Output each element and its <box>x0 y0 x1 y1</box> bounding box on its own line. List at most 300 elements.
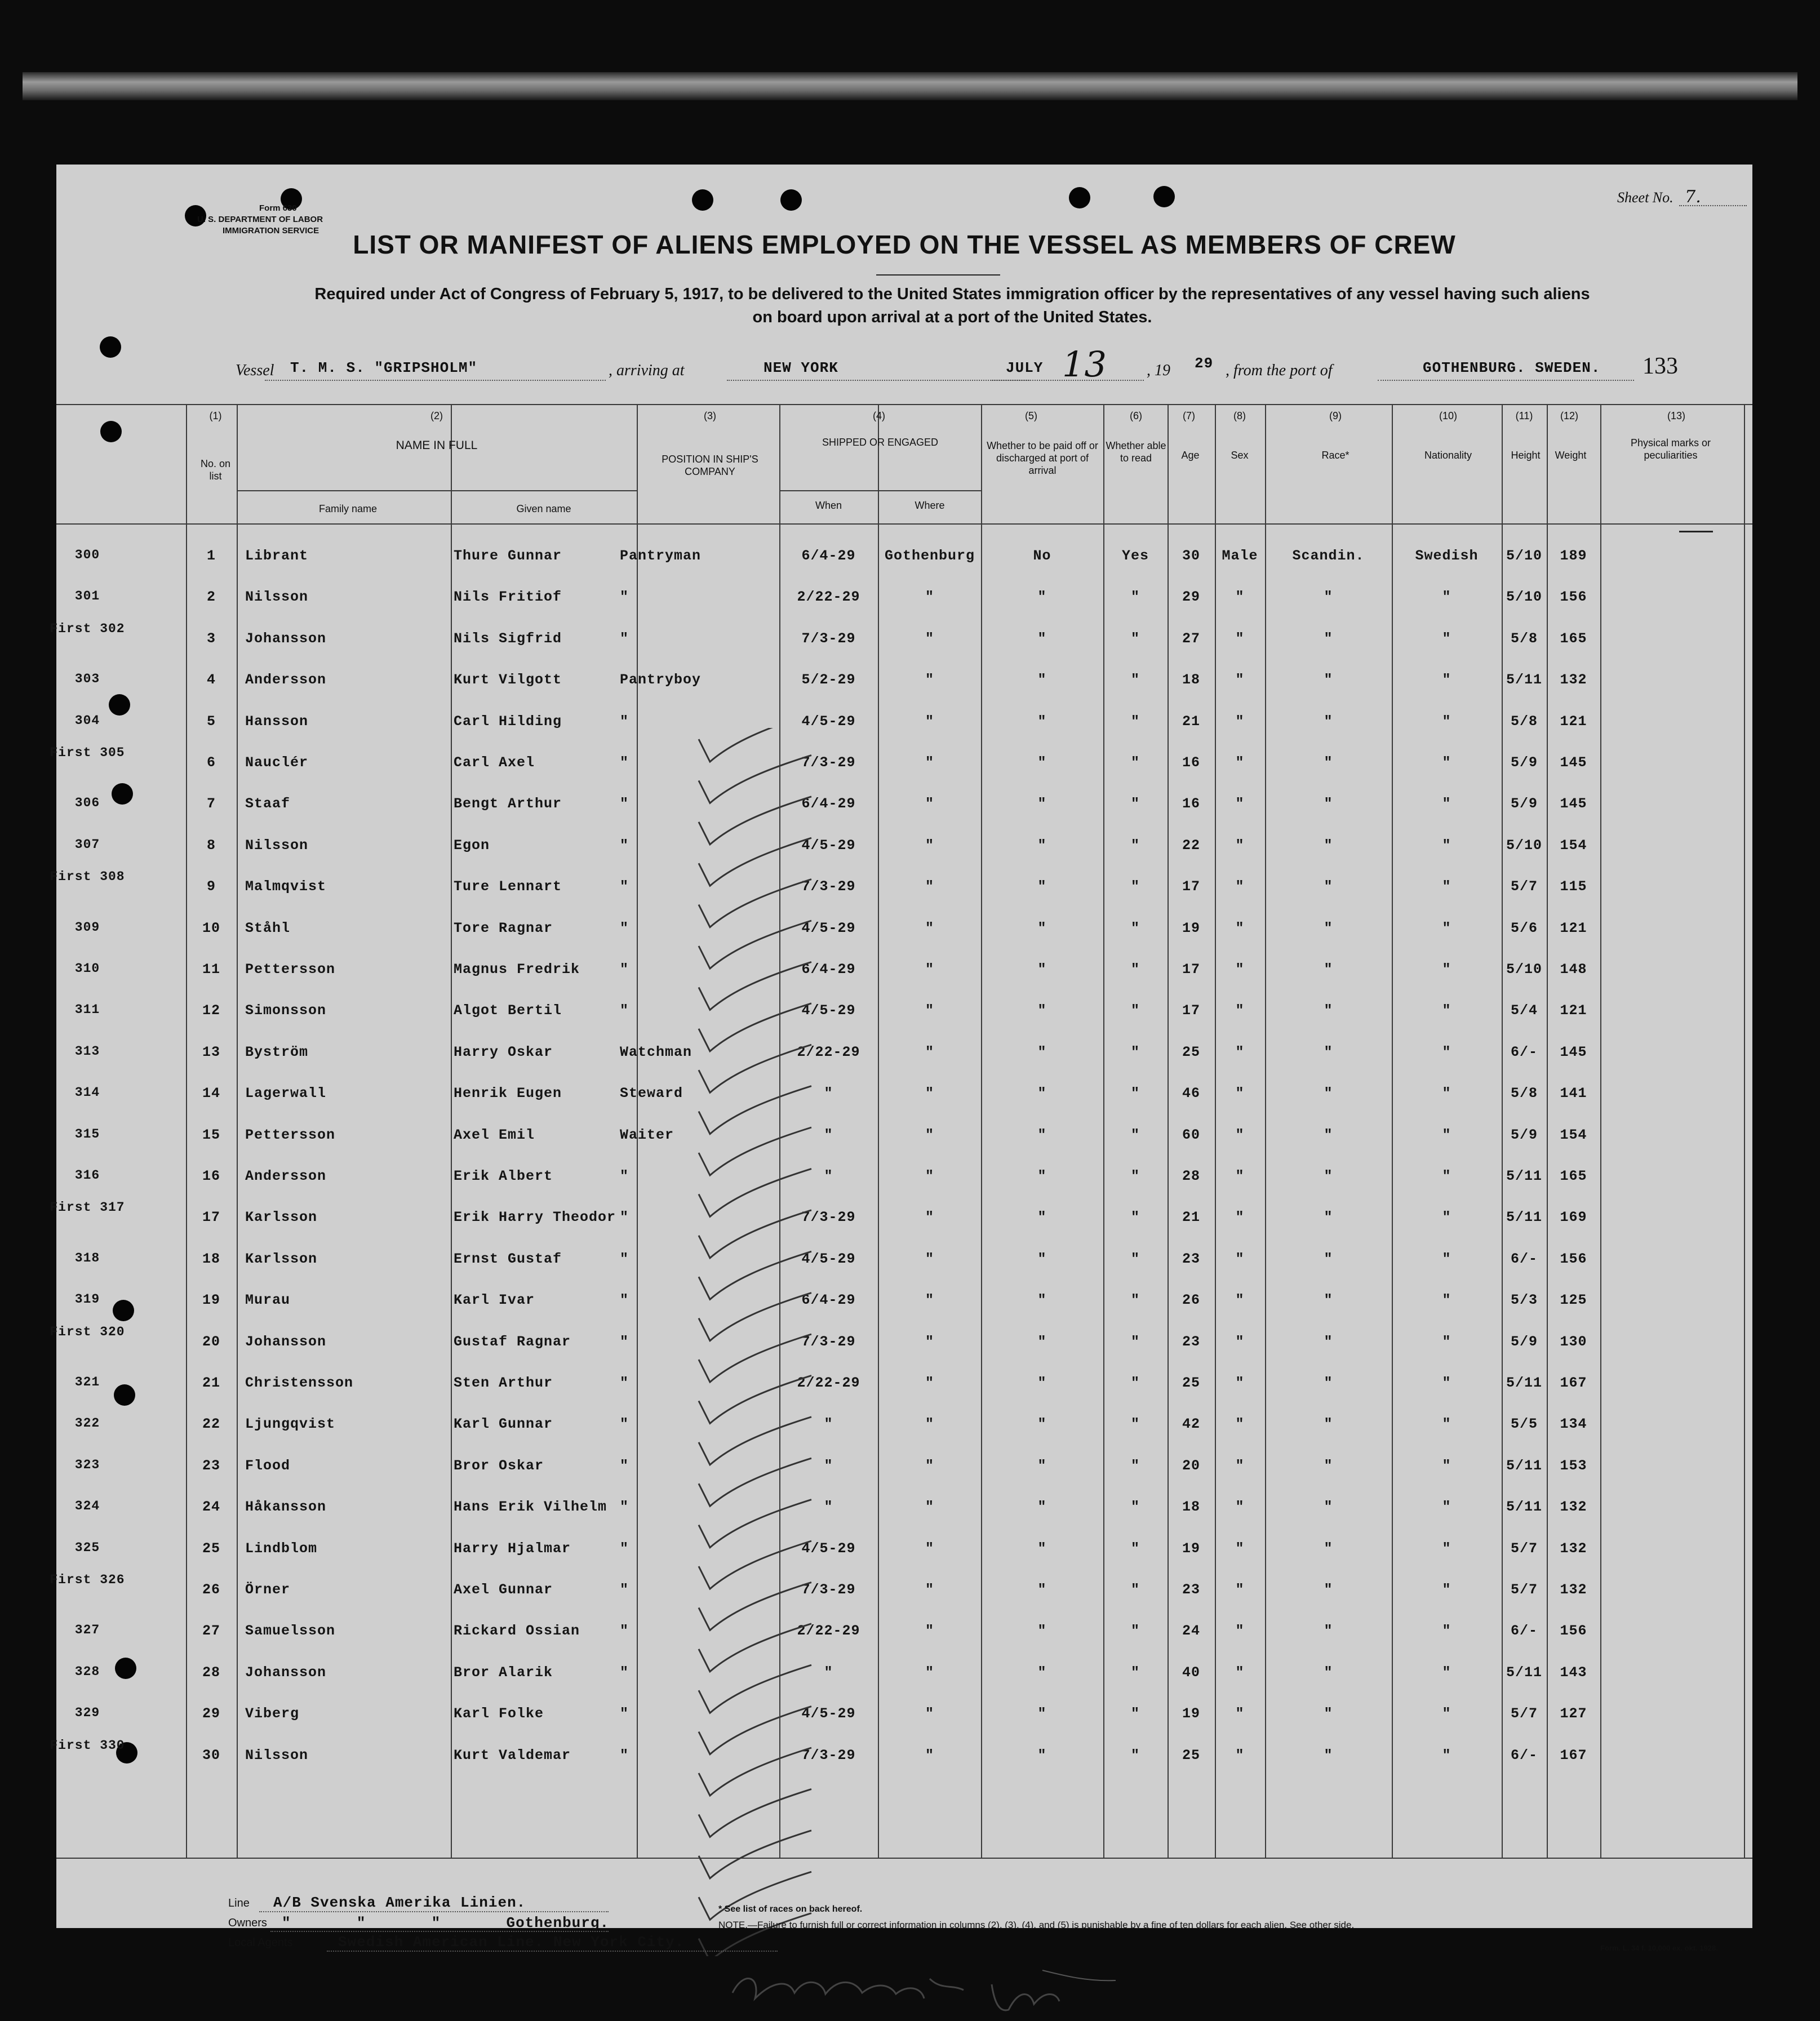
race: " <box>1324 920 1333 936</box>
given-name: Gustaf Ragnar <box>454 1333 571 1350</box>
position: " <box>620 961 629 978</box>
shipped-where: " <box>925 754 934 771</box>
family-name: Malmqvist <box>245 878 327 895</box>
family-name: Murau <box>245 1292 291 1309</box>
shipped-when: 4/5-29 <box>801 920 856 936</box>
age: 17 <box>1182 878 1200 895</box>
manifest-line-number: 319 <box>74 1292 100 1307</box>
paid-off: " <box>1037 961 1047 978</box>
age: 16 <box>1182 754 1200 771</box>
shipped-where: " <box>925 713 934 730</box>
nationality: " <box>1442 1416 1451 1433</box>
position: " <box>620 1292 629 1309</box>
nationality: " <box>1442 1126 1451 1143</box>
nationality: " <box>1442 589 1451 606</box>
weight: 156 <box>1560 1250 1587 1267</box>
sex: " <box>1235 630 1245 647</box>
sex: " <box>1235 713 1245 730</box>
family-name: Christensson <box>245 1375 354 1391</box>
age: 16 <box>1182 796 1200 812</box>
page-title: LIST OR MANIFEST OF ALIENS EMPLOYED ON THE VESSEL AS MEMBERS OF CREW <box>353 230 1456 259</box>
weight: 121 <box>1560 713 1587 730</box>
manifest-line-number: 329 <box>74 1705 100 1721</box>
weight: 148 <box>1560 961 1587 978</box>
paid-off: No <box>1033 548 1051 564</box>
table-top-rule <box>56 404 1752 405</box>
physical-marks-header: Physical marks or peculiarities <box>1630 437 1711 461</box>
family-name: Nilsson <box>245 589 309 606</box>
row-number: 20 <box>202 1333 220 1350</box>
nationality: " <box>1442 1540 1451 1557</box>
position: " <box>620 1209 629 1226</box>
nationality: " <box>1442 961 1451 978</box>
nationality: " <box>1442 1043 1451 1060</box>
shipped-when: 2/22-29 <box>797 1623 860 1640</box>
weight: 134 <box>1560 1416 1587 1433</box>
height: 5/10 <box>1506 961 1542 978</box>
sex: " <box>1235 796 1245 812</box>
shipped-where: " <box>925 1250 934 1267</box>
sex-header: Sex <box>1231 450 1249 461</box>
given-name-header: Given name <box>516 503 571 514</box>
race: " <box>1324 796 1333 812</box>
age: 17 <box>1182 1002 1200 1019</box>
line-value: A/B Svenska Amerika Linien. <box>273 1894 526 1911</box>
able-to-read-header: Whether able to read <box>1106 440 1166 464</box>
able-to-read: " <box>1130 1747 1140 1764</box>
row-number: 5 <box>206 713 216 730</box>
manifest-line-number: 325 <box>74 1540 100 1555</box>
race: " <box>1324 754 1333 771</box>
shipped-where: " <box>925 630 934 647</box>
given-name: Magnus Fredrik <box>454 961 580 978</box>
vessel-name: T. M. S. "GRIPSHOLM" <box>290 359 478 376</box>
age: 42 <box>1182 1416 1200 1433</box>
shipped-where: " <box>925 1043 934 1060</box>
row-number: 15 <box>202 1126 220 1143</box>
given-name: Carl Hilding <box>454 713 562 730</box>
sheet-underline <box>1679 205 1747 206</box>
row-number: 1 <box>206 548 216 564</box>
age: 60 <box>1182 1126 1200 1143</box>
weight: 132 <box>1560 1582 1587 1598</box>
race: " <box>1324 1002 1333 1019</box>
paid-off-header: Whether to be paid off or discharged at port of arrival <box>987 440 1098 476</box>
age: 19 <box>1182 1540 1200 1557</box>
age: 28 <box>1182 1168 1200 1184</box>
vessel-underline <box>265 380 606 381</box>
race: " <box>1324 1250 1333 1267</box>
arrival-month: JULY <box>1006 359 1044 376</box>
owners-underline <box>270 1931 609 1932</box>
able-to-read: " <box>1130 630 1140 647</box>
age: 18 <box>1182 1499 1200 1516</box>
paid-off: " <box>1037 1664 1047 1681</box>
department-name: U. S. DEPARTMENT OF LABOR <box>197 215 323 224</box>
family-name: Ljungqvist <box>245 1416 336 1433</box>
family-name: Johansson <box>245 1664 327 1681</box>
height: 5/9 <box>1510 1333 1538 1350</box>
given-name: Axel Gunnar <box>454 1582 553 1598</box>
manifest-line-number: 315 <box>74 1126 100 1141</box>
shipped-where: " <box>925 961 934 978</box>
row-number: 22 <box>202 1416 220 1433</box>
penalty-note: NOTE.—Failure to furnish full or correct information in columns (2), (3), (4), and (5) is punishable by a fine of ten dollars for each alien. See other side. <box>718 1920 1355 1930</box>
row-number: 11 <box>202 961 220 978</box>
line-label: Line <box>228 1897 250 1909</box>
race: " <box>1324 1085 1333 1102</box>
sex: " <box>1235 1582 1245 1598</box>
shipped-where: " <box>925 1705 934 1722</box>
manifest-line-number: First 320 <box>50 1324 125 1339</box>
manifest-line-number: 311 <box>74 1002 100 1018</box>
weight: 132 <box>1560 1540 1587 1557</box>
position: " <box>620 1168 629 1184</box>
shipped-where: " <box>925 1292 934 1309</box>
shipped-when: 4/5-29 <box>801 1002 856 1019</box>
sex: " <box>1235 1416 1245 1433</box>
race: " <box>1324 1747 1333 1764</box>
age: 19 <box>1182 920 1200 936</box>
height: 5/11 <box>1506 1457 1542 1474</box>
film-edge-strip <box>23 72 1797 100</box>
paid-off: " <box>1037 630 1047 647</box>
paid-off: " <box>1037 754 1047 771</box>
agents-label: Local Agents <box>228 1936 293 1949</box>
height: 5/10 <box>1506 589 1542 606</box>
race: " <box>1324 1333 1333 1350</box>
shipped-when: " <box>824 1664 833 1681</box>
table-row <box>56 672 1752 713</box>
family-name: Örner <box>245 1582 291 1598</box>
manifest-line-number: First 305 <box>50 745 125 760</box>
row-number: 4 <box>206 672 216 689</box>
shipped-when: 2/22-29 <box>797 1375 860 1391</box>
able-to-read: " <box>1130 1705 1140 1722</box>
height: 5/6 <box>1510 920 1538 936</box>
position: " <box>620 796 629 812</box>
race: " <box>1324 1499 1333 1516</box>
sex: " <box>1235 961 1245 978</box>
given-name: Bror Oskar <box>454 1457 544 1474</box>
sex: " <box>1235 1209 1245 1226</box>
family-name: Byström <box>245 1043 309 1060</box>
race: " <box>1324 713 1333 730</box>
shipped-when: " <box>824 1168 833 1184</box>
race-header: Race* <box>1321 450 1350 461</box>
sex: " <box>1235 1292 1245 1309</box>
age: 19 <box>1182 1705 1200 1722</box>
family-name: Andersson <box>245 1168 327 1184</box>
given-name: Harry Oskar <box>454 1043 553 1060</box>
row-number: 7 <box>206 796 216 812</box>
able-to-read: " <box>1130 1540 1140 1557</box>
paid-off: " <box>1037 1126 1047 1143</box>
paid-off: " <box>1037 589 1047 606</box>
paid-off: " <box>1037 1002 1047 1019</box>
col-1-number: (1) <box>209 410 222 421</box>
able-to-read: " <box>1130 1168 1140 1184</box>
race: " <box>1324 672 1333 689</box>
position: " <box>620 754 629 771</box>
shipped-where: " <box>925 672 934 689</box>
sex: " <box>1235 1499 1245 1516</box>
paid-off: " <box>1037 713 1047 730</box>
family-name: Lindblom <box>245 1540 318 1557</box>
col-13-number: (13) <box>1667 410 1685 421</box>
shipped-when: " <box>824 1085 833 1102</box>
sex: Male <box>1222 548 1258 564</box>
col-12-number: (12) <box>1560 410 1578 421</box>
family-name: Håkansson <box>245 1499 327 1516</box>
shipped-when: 6/4-29 <box>801 548 856 564</box>
row-number: 25 <box>202 1540 220 1557</box>
position: " <box>620 1540 629 1557</box>
age: 27 <box>1182 630 1200 647</box>
sheet-label: Sheet No. <box>1617 189 1673 206</box>
row-number: 13 <box>202 1043 220 1060</box>
race: " <box>1324 1540 1333 1557</box>
age: 40 <box>1182 1664 1200 1681</box>
where-header: Where <box>915 500 945 511</box>
shipped-when: 4/5-29 <box>801 837 856 854</box>
nationality: " <box>1442 672 1451 689</box>
weight: 145 <box>1560 1043 1587 1060</box>
name-subheader-rule <box>237 490 637 491</box>
position: " <box>620 1250 629 1267</box>
weight: 132 <box>1560 672 1587 689</box>
shipped-when: 4/5-29 <box>801 1540 856 1557</box>
weight: 153 <box>1560 1457 1587 1474</box>
position: " <box>620 920 629 936</box>
manifest-line-number: 307 <box>74 837 100 852</box>
arriving-label: , arriving at <box>609 362 685 379</box>
manifest-line-number: 327 <box>74 1623 100 1638</box>
manifest-line-number: 309 <box>74 920 100 935</box>
position-header: POSITION IN SHIP'S COMPANY <box>662 454 758 477</box>
punch-hole <box>692 189 713 211</box>
shipped-when: " <box>824 1457 833 1474</box>
sex: " <box>1235 1333 1245 1350</box>
given-name: Egon <box>454 837 490 854</box>
weight: 115 <box>1560 878 1587 895</box>
weight: 167 <box>1560 1747 1587 1764</box>
age: 24 <box>1182 1623 1200 1640</box>
race: " <box>1324 1209 1333 1226</box>
height: 5/8 <box>1510 713 1538 730</box>
sex: " <box>1235 1705 1245 1722</box>
given-name: Erik Harry Theodor <box>454 1209 616 1226</box>
act-statement-line-2: on board upon arrival at a port of the United States. <box>752 308 1152 326</box>
able-to-read: " <box>1130 878 1140 895</box>
port-underline <box>727 380 1031 381</box>
manifest-line-number: 304 <box>74 713 100 728</box>
paid-off: " <box>1037 1623 1047 1640</box>
row-number: 24 <box>202 1499 220 1516</box>
sex: " <box>1235 1085 1245 1102</box>
family-name: Karlsson <box>245 1250 318 1267</box>
given-name: Karl Folke <box>454 1705 544 1722</box>
sex: " <box>1235 1002 1245 1019</box>
age: 26 <box>1182 1292 1200 1309</box>
shipped-when: " <box>824 1499 833 1516</box>
weight: 132 <box>1560 1499 1587 1516</box>
table-row <box>50 621 1752 672</box>
shipped-where: " <box>925 1209 934 1226</box>
shipped-when: 6/4-29 <box>801 796 856 812</box>
manifest-line-number: 322 <box>74 1416 100 1431</box>
shipped-where: " <box>925 1416 934 1433</box>
manifest-line-number: 301 <box>74 589 100 604</box>
weight: 169 <box>1560 1209 1587 1226</box>
paid-off: " <box>1037 920 1047 936</box>
row-number: 16 <box>202 1168 220 1184</box>
shipped-when: 4/5-29 <box>801 1705 856 1722</box>
family-name: Johansson <box>245 630 327 647</box>
age: 25 <box>1182 1375 1200 1391</box>
paid-off: " <box>1037 1333 1047 1350</box>
race: " <box>1324 837 1333 854</box>
row-number: 30 <box>202 1747 220 1764</box>
able-to-read: " <box>1130 1664 1140 1681</box>
paid-off: " <box>1037 1747 1047 1764</box>
row-number: 28 <box>202 1664 220 1681</box>
able-to-read: " <box>1130 796 1140 812</box>
race: " <box>1324 1126 1333 1143</box>
given-name: Erik Albert <box>454 1168 553 1184</box>
shipped-subheader-rule <box>779 490 981 491</box>
manifest-line-number: 310 <box>74 961 100 976</box>
shipped-where: " <box>925 1457 934 1474</box>
manifest-line-number: 324 <box>74 1499 100 1514</box>
position: " <box>620 589 629 606</box>
row-number: 29 <box>202 1705 220 1722</box>
weight: 154 <box>1560 837 1587 854</box>
manifest-line-number: 328 <box>74 1664 100 1679</box>
year-prefix: , 19 <box>1147 362 1170 379</box>
given-name: Thure Gunnar <box>454 548 562 564</box>
height: 6/- <box>1510 1043 1538 1060</box>
position: Watchman <box>620 1043 693 1060</box>
nationality: " <box>1442 1457 1451 1474</box>
age: 23 <box>1182 1582 1200 1598</box>
row-number: 10 <box>202 920 220 936</box>
no-on-list-header: No. on list <box>200 458 231 482</box>
able-to-read: " <box>1130 1209 1140 1226</box>
nationality: " <box>1442 754 1451 771</box>
nationality: " <box>1442 1664 1451 1681</box>
vessel-line <box>56 344 1752 390</box>
given-name: Ture Lennart <box>454 878 562 895</box>
table-row <box>56 589 1752 630</box>
shipped-when: 7/3-29 <box>801 1582 856 1598</box>
given-name: Kurt Vilgott <box>454 672 562 689</box>
sex: " <box>1235 1126 1245 1143</box>
shipped-when: 7/3-29 <box>801 1209 856 1226</box>
family-name: Simonsson <box>245 1002 327 1019</box>
family-name: Flood <box>245 1457 291 1474</box>
position: Pantryboy <box>620 672 702 689</box>
position: " <box>620 1416 629 1433</box>
nationality: " <box>1442 1250 1451 1267</box>
age: 17 <box>1182 961 1200 978</box>
race: " <box>1324 1375 1333 1391</box>
manifest-sheet <box>50 165 1752 1952</box>
nationality: " <box>1442 837 1451 854</box>
age: 25 <box>1182 1747 1200 1764</box>
able-to-read: " <box>1130 713 1140 730</box>
paid-off: " <box>1037 1168 1047 1184</box>
shipped-where: " <box>925 1747 934 1764</box>
height: 5/11 <box>1506 1168 1542 1184</box>
position: Pantryman <box>620 548 702 564</box>
handwritten-signature <box>727 1959 1133 2021</box>
family-name: Viberg <box>245 1705 300 1722</box>
position: " <box>620 837 629 854</box>
nationality-header: Nationality <box>1424 450 1472 461</box>
shipped-where: " <box>925 1582 934 1598</box>
row-number: 2 <box>206 589 216 606</box>
sex: " <box>1235 1043 1245 1060</box>
given-name: Algot Bertil <box>454 1002 562 1019</box>
punch-hole <box>1069 187 1090 208</box>
paid-off: " <box>1037 1209 1047 1226</box>
manifest-line-number: 321 <box>74 1375 100 1389</box>
col-6-number: (6) <box>1130 410 1142 421</box>
nationality: " <box>1442 1002 1451 1019</box>
nationality: " <box>1442 1292 1451 1309</box>
race: " <box>1324 1292 1333 1309</box>
manifest-line-number: 306 <box>74 796 100 811</box>
paid-off: " <box>1037 878 1047 895</box>
shipped-where: " <box>925 1375 934 1391</box>
height: 5/10 <box>1506 548 1542 564</box>
race: " <box>1324 1043 1333 1060</box>
paid-off: " <box>1037 1375 1047 1391</box>
weight: 167 <box>1560 1375 1587 1391</box>
family-name: Nilsson <box>245 1747 309 1764</box>
service-name: IMMIGRATION SERVICE <box>223 226 319 236</box>
race: " <box>1324 1705 1333 1722</box>
age: 18 <box>1182 672 1200 689</box>
line-underline <box>259 1911 609 1912</box>
weight: 121 <box>1560 920 1587 936</box>
paid-off: " <box>1037 837 1047 854</box>
shipped-where: " <box>925 1540 934 1557</box>
row-number: 17 <box>202 1209 220 1226</box>
departure-port: GOTHENBURG. SWEDEN. <box>1423 359 1601 376</box>
col-4-number: (4) <box>873 410 885 421</box>
nationality: Swedish <box>1415 548 1479 564</box>
given-name: Kurt Valdemar <box>454 1747 571 1764</box>
able-to-read: " <box>1130 920 1140 936</box>
vessel-label: Vessel <box>236 362 274 379</box>
position: " <box>620 1375 629 1391</box>
able-to-read: " <box>1130 1250 1140 1267</box>
shipped-when: 5/2-29 <box>801 672 856 689</box>
row-number: 14 <box>202 1085 220 1102</box>
weight: 121 <box>1560 1002 1587 1019</box>
family-name: Ståhl <box>245 920 291 936</box>
height: 5/9 <box>1510 796 1538 812</box>
manifest-line-number: First 317 <box>50 1200 125 1215</box>
race: " <box>1324 1664 1333 1681</box>
paid-off: " <box>1037 1705 1047 1722</box>
col-9-number: (9) <box>1329 410 1342 421</box>
height: 5/7 <box>1510 1582 1538 1598</box>
date-underline <box>992 380 1144 381</box>
form-number: Form 630 <box>259 203 297 213</box>
